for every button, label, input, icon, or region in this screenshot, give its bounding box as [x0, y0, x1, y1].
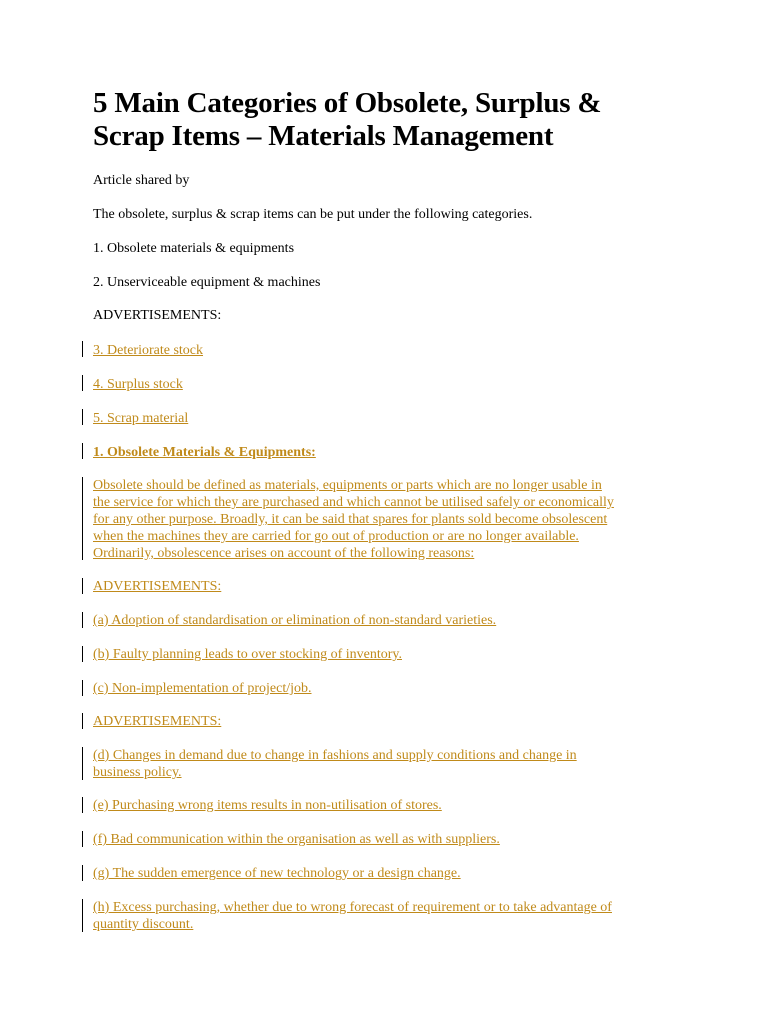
section-paragraph-line-2[interactable]: the service for which they are purchased and which cannot be utilised safely or economically: [93, 495, 614, 510]
edit-bar: [82, 865, 83, 881]
section-paragraph-line-3[interactable]: for any other purpose. Broadly, it can be said that spares for plants sold become obsolescent: [93, 512, 608, 527]
section-heading-obsolete[interactable]: 1. Obsolete Materials & Equipments:: [93, 445, 316, 460]
edit-bar: [82, 747, 83, 780]
title-line-1: 5 Main Categories of Obsolete, Surplus &: [93, 87, 602, 119]
intro-text: The obsolete, surplus & scrap items can be put under the following categories.: [93, 207, 533, 222]
edit-bar: [82, 409, 83, 425]
edit-bar: [82, 680, 83, 696]
reason-b-link[interactable]: (b) Faulty planning leads to over stocking of inventory.: [93, 647, 402, 662]
reason-g-link[interactable]: (g) The sudden emergence of new technology or a design change.: [93, 866, 461, 881]
edit-bar: [82, 646, 83, 662]
edit-bar: [82, 578, 83, 594]
edit-bar: [82, 899, 83, 932]
edit-bar: [82, 375, 83, 391]
category-item-1: 1. Obsolete materials & equipments: [93, 241, 295, 256]
category-link-3[interactable]: 3. Deteriorate stock: [93, 343, 204, 358]
category-item-2: 2. Unserviceable equipment & machines: [93, 275, 321, 290]
reason-a-link[interactable]: (a) Adoption of standardisation or elimination of non-standard varieties.: [93, 613, 497, 628]
reason-d-link-line-1[interactable]: (d) Changes in demand due to change in fashions and supply conditions and change in: [93, 748, 577, 763]
reason-h-link-line-1[interactable]: (h) Excess purchasing, whether due to wrong forecast of requirement or to take advantage of: [93, 900, 612, 915]
edit-bar: [82, 477, 83, 560]
edit-bar: [82, 831, 83, 847]
reason-h-link-line-2[interactable]: quantity discount.: [93, 917, 194, 932]
page-title: [93, 87, 693, 153]
edit-bar: [82, 797, 83, 813]
edit-bar: [82, 713, 83, 729]
title-line-2: Scrap Items – Materials Management: [93, 120, 554, 152]
reason-d-link-line-2[interactable]: business policy.: [93, 765, 182, 780]
advertisements-link[interactable]: ADVERTISEMENTS:: [93, 714, 222, 729]
edit-bar: [82, 341, 83, 357]
edit-bar: [82, 443, 83, 459]
section-paragraph-line-1[interactable]: Obsolete should be defined as materials, equipments or parts which are no longer usable in: [93, 478, 602, 493]
advertisements-label: ADVERTISEMENTS:: [93, 308, 222, 323]
reason-e-link[interactable]: (e) Purchasing wrong items results in non-utilisation of stores.: [93, 798, 442, 813]
shared-by-text: Article shared by: [93, 173, 190, 188]
category-link-5[interactable]: 5. Scrap material: [93, 411, 189, 426]
advertisements-link[interactable]: ADVERTISEMENTS:: [93, 579, 222, 594]
section-paragraph-line-4[interactable]: when the machines they are carried for go out of production or are no longer available.: [93, 529, 579, 544]
section-paragraph-line-5[interactable]: Ordinarily, obsolescence arises on account of the following reasons:: [93, 546, 475, 561]
category-link-4[interactable]: 4. Surplus stock: [93, 377, 183, 392]
edit-bar: [82, 612, 83, 628]
reason-c-link[interactable]: (c) Non-implementation of project/job.: [93, 681, 312, 696]
reason-f-link[interactable]: (f) Bad communication within the organisation as well as with suppliers.: [93, 832, 500, 847]
